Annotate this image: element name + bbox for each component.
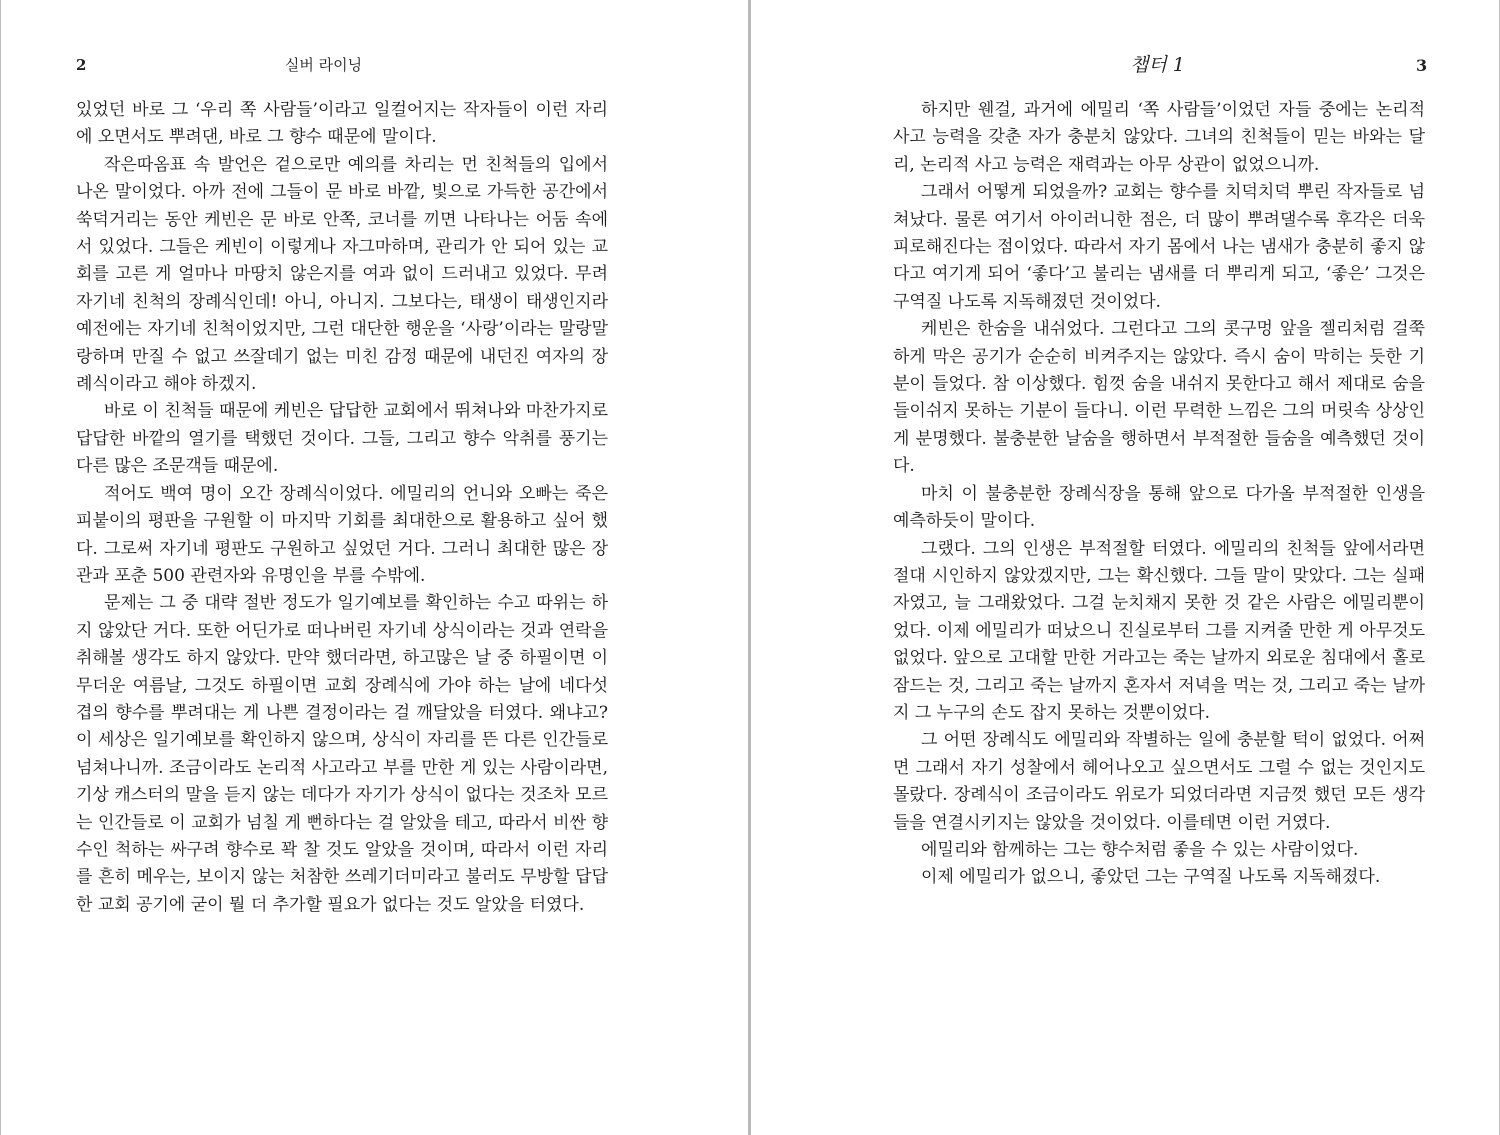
paragraph: 이제 에밀리가 없으니, 좋았던 그는 구역질 나도록 지독해졌다. [921,867,1381,888]
chapter-title: 챕터 1 [1130,54,1185,76]
paragraph: 있었던 바로 그 ‘우리 쪽 사람들’이라고 일컬어지는 작자들이 이런 자리에 오면서도 뿌려댄, 바로 그 향수 때문에 말이다. [76,100,608,148]
paragraph: 바로 이 친척들 때문에 케빈은 답답한 교회에서 뛰쳐나와 마찬가지로 답답한 바깥의 열기를 택했던 것이다. 그들, 그리고 향수 악취를 풍기는 다른 많은 조문객들 때문에. [76,401,608,477]
paragraph: 에밀리와 함께하는 그는 향수처럼 좋을 수 있는 사람이었다. [921,839,1359,860]
right-page [751,0,1500,1135]
paragraph: 그 어떤 장례식도 에밀리와 작별하는 일에 충분할 턱이 없었다. 어쩌면 그래서 자기 성찰에서 헤어나오고 싶으면서도 그럴 수 없는 것인지도 몰랐다. 장례식이 조금이라도 위로가 되었더라면 지금껏 했던 모든 생각들을 연결시키지는 않았을 것이었다. 이를테면 이런 거였다. [893,730,1425,833]
paragraph: 적어도 백여 명이 오간 장례식이었다. 에밀리의 언니와 오빠는 죽은 피붙이의 평판을 구원할 이 마지막 기회를 최대한으로 활용하고 싶어 했다. 그로써 자기네 평판도 구원하고 싶었던 거다. 그러니 최대한 많은 장관과 포춘 500 관련자와 유명인을 부를 수밖에. [76,483,608,586]
paragraph: 마치 이 불충분한 장례식장을 통해 앞으로 다가올 부적절한 인생을 예측하듯이 말이다. [893,483,1425,532]
body-text [893,97,1425,892]
page-number: 2 [76,56,87,74]
paragraph: 그래서 어떻게 되었을까? 교회는 향수를 치덕치덕 뿌린 작자들로 넘쳐났다. 물론 여기서 아이러니한 점은, 더 많이 뿌려댈수록 후각은 더욱 피로해진다는 점이었다. 따라서 자기 몸에서 나는 냄새가 충분히 좋지 않다고 여기게 되어 ‘좋다’고 불리는 냄새를 더 뿌리게 되고, ‘좋은’ 그것은 구역질 나도록 지독해졌던 것이었다. [893,182,1425,312]
paragraph: 케빈은 한숨을 내쉬었다. 그런다고 그의 콧구멍 앞을 젤리처럼 걸쭉하게 막은 공기가 순순히 비켜주지는 않았다. 즉시 숨이 막히는 듯한 기분이 들었다. 참 이상했다. 힘껏 숨을 내쉬지 못한다고 해서 제대로 숨을 들이쉬지 못하는 기분이 들다니. 이런 무력한 느낌은 그의 머릿속 상상인 게 분명했다. 불충분한 날숨을 행하면서 부적절한 들숨을 예측했던 것이다. [893,319,1425,477]
running-title: 실버 라이닝 [284,56,363,74]
paragraph: 하지만 웬걸, 과거에 에밀리 ‘쪽 사람들’이었던 자들 중에는 논리적 사고 능력을 갖춘 자가 충분치 않았다. 그녀의 친척들이 믿는 바와는 달리, 논리적 사고 능력은 재력과는 아무 상관이 없었으니까. [893,100,1425,175]
paragraph: 문제는 그 중 대략 절반 정도가 일기예보를 확인하는 수고 따위는 하지 않았단 거다. 또한 어딘가로 떠나버린 자기네 상식이라는 것과 연락을 취해볼 생각도 하지 않았다. 만약 했더라면, 하고많은 날 중 하필이면 이 무더운 여름날, 그것도 하필이면 교회 장례식에 가야 하는 날에 네다섯 겹의 향수를 뿌려대는 게 나쁜 결정이라는 걸 깨달았을 터였다. 왜냐고? 이 세상은 일기예보를 확인하지 않으며, 상식이 자리를 뜬 다른 인간들로 넘쳐나니까. 조금이라도 논리적 사고라고 부를 만한 게 있는 사람이라면, 기상 캐스터의 말을 듣지 않는 데다가 자기가 상식이 없다는 것조차 모르는 인간들로 이 교회가 넘칠 게 뻔하다는 걸 알았을 테고, 따라서 비싼 향수인 척하는 싸구려 향수로 꽉 찰 것도 알았을 것이며, 따라서 이런 자리를 흔히 메우는, 보이지 않는 처참한 쓰레기더미라고 불러도 무방할 답답한 교회 공기에 굳이 뭘 더 추가할 필요가 없다는 것도 알았을 터였다. [76,593,608,915]
left-page [0,0,748,1135]
paragraph: 작은따옴표 속 발언은 겉으로만 예의를 차리는 먼 친척들의 입에서 나온 말이었다. 아까 전에 그들이 문 바로 바깥, 빛으로 가득한 공간에서 쑥덕거리는 동안 케빈은 문 바로 안쪽, 코너를 끼면 나타나는 어둠 속에 서 있었다. 그들은 케빈이 이렇게나 자그마하며, 관리가 안 되어 있는 교회를 고른 게 얼마나 마땅치 않은지를 여과 없이 드러내고 있었다. 무려 자기네 친척의 장례식인데! 아니, 아니지. 그보다는, 태생이 태생인지라 예전에는 자기네 친척이었지만, 그런 대단한 행운을 ‘사랑’이라는 말랑말랑하며 만질 수 없고 쓰잘데기 없는 미친 감정 때문에 내던진 여자의 장례식이라고 해야 하겠지. [76,154,608,395]
body-text [76,97,608,919]
page-number: 3 [1416,56,1428,75]
paragraph: 그랬다. 그의 인생은 부적절할 터였다. 에밀리의 친척들 앞에서라면 절대 시인하지 않았겠지만, 그는 확신했다. 그들 말이 맞았다. 그는 실패자였고, 늘 그래왔었다. 그걸 눈치채지 못한 것 같은 사람은 에밀리뿐이었다. 이제 에밀리가 떠났으니 진실로부터 그를 지켜줄 만한 게 아무것도 없었다. 앞으로 고대할 만한 거라고는 죽는 날까지 외로운 침대에서 홀로 잠드는 것, 그리고 죽는 날까지 혼자서 저녁을 먹는 것, 그리고 죽는 날까지 그 누구의 손도 잡지 못하는 것뿐이었다. [893,538,1425,723]
